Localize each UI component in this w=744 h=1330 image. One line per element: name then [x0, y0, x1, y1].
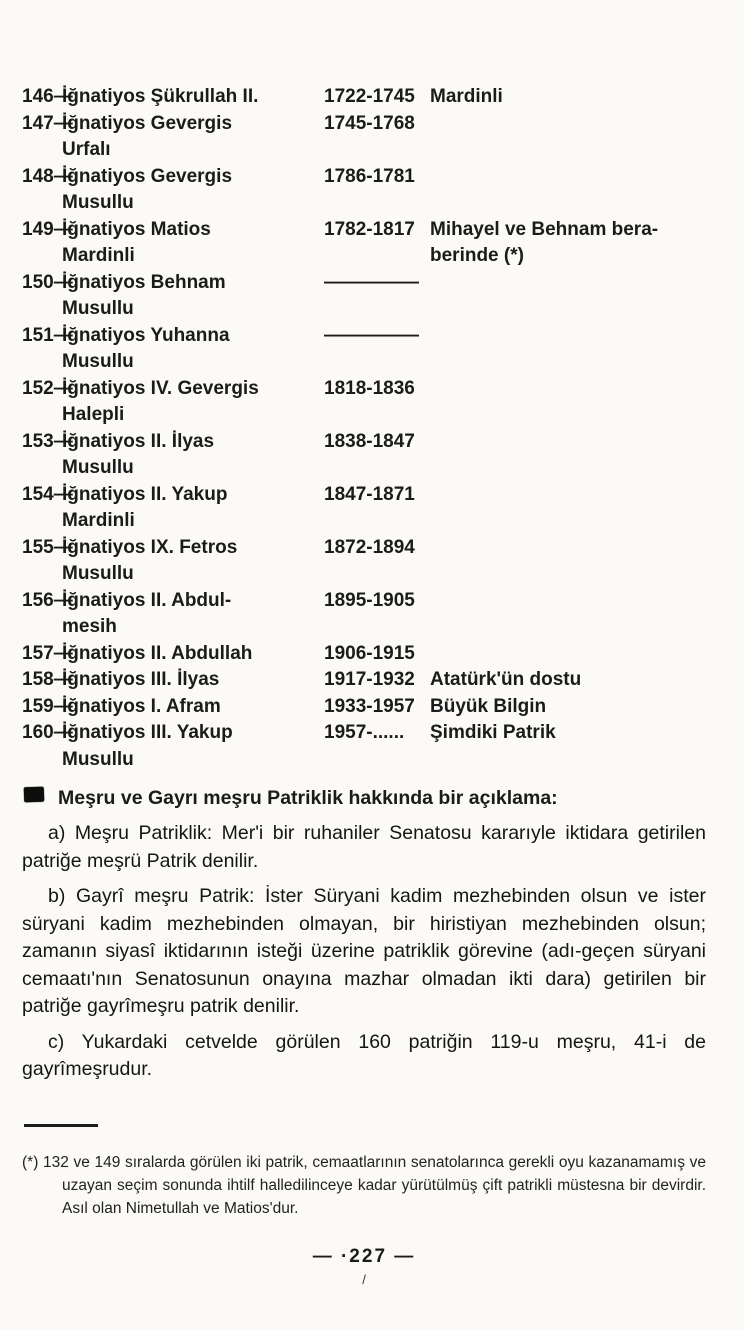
paragraph-a: a) Meşru Patriklik: Mer'i bir ruhaniler Senatosu kararıyle iktidara getirilen patriğe meşrü Patrik denilir.	[22, 822, 706, 872]
entry-dates: 1895-1905	[324, 589, 415, 611]
patriarch-origin: Halepli	[62, 404, 125, 425]
entry-note-line2: berinde (*)	[430, 245, 524, 266]
list-item	[22, 667, 706, 694]
patriarch-origin: Musullu	[62, 298, 134, 319]
patriarch-name-cell	[62, 535, 324, 588]
patriarch-name-cell	[62, 641, 324, 668]
entry-note-cell	[430, 111, 706, 164]
entry-dates: 1838-1847	[324, 430, 415, 452]
list-item	[22, 588, 706, 641]
patriarch-name: İğnatiyos III. Yakup	[62, 722, 233, 743]
patriarch-origin: Urfalı	[62, 139, 111, 160]
entry-dates: 1745-1768	[324, 112, 415, 134]
patriarch-origin: Mardinli	[62, 510, 135, 531]
patriarch-name: İğnatiyos IV. Gevergis	[62, 377, 259, 399]
patriarch-name: İğnatiyos III. İlyas	[62, 669, 220, 690]
entry-note: Mihayel ve Behnam bera-	[430, 218, 659, 240]
footnote-divider	[24, 1124, 98, 1127]
list-item	[22, 376, 706, 429]
section-heading: Meşru ve Gayrı meşru Patriklik hakkında bir açıklama:	[58, 787, 558, 809]
list-item	[22, 164, 706, 217]
entry-note-cell	[430, 720, 706, 773]
entry-dates: 1872-1894	[324, 536, 415, 558]
patriarch-name: İğnatiyos Şükrullah II.	[62, 86, 259, 107]
patriarch-name: İğnatiyos IX. Fetros	[62, 536, 238, 558]
entry-number: 152—	[22, 377, 73, 399]
entry-number: 155—	[22, 536, 73, 558]
patriarch-name: İğnatiyos II. İlyas	[62, 430, 215, 452]
list-item	[22, 111, 706, 164]
patriarch-origin: Mardinli	[62, 245, 135, 266]
section-heading-row	[22, 785, 706, 812]
entry-number: 158—	[22, 669, 73, 690]
patriarch-origin: Musullu	[62, 563, 134, 584]
page-number: — ·227 —	[312, 1245, 416, 1267]
patriarch-name: İğnatiyos II. Abdul-	[62, 589, 232, 611]
entry-number: 153—	[22, 430, 73, 452]
patriarch-name: İğnatiyos Matios	[62, 218, 211, 240]
paragraph-b: b) Gayrî meşru Patrik: İster Süryani kadim mezhebinden olsun ve ister süryani kadim mezhebinden olmayan, bir hiristiyan mezhebinden olsun; zamanın siyasî iktidarının isteği üzerine patriklik görevine (adı-geçen süryani cemaatı'nın Senatosunun onayına mazhar olmadan ikti dara) getirilen bir patriğe gayrîmeşru patrik denilir.	[22, 885, 706, 1017]
patriarch-origin: mesih	[62, 616, 117, 637]
entry-number: 157—	[22, 642, 73, 664]
entry-dates: 1957-......	[324, 722, 405, 743]
entry-note: Atatürk'ün dostu	[430, 669, 582, 690]
patriarch-name: İğnatiyos II. Yakup	[62, 483, 228, 505]
patriarch-name-cell	[62, 588, 324, 641]
entry-number: 146—	[22, 86, 73, 107]
patriarch-name: İğnatiyos Gevergis	[62, 165, 233, 187]
ink-blot-mark	[24, 787, 45, 803]
list-item	[22, 535, 706, 588]
entry-note-cell	[430, 429, 706, 482]
patriarch-name-cell	[62, 720, 324, 773]
page-artifact: /	[362, 1271, 366, 1287]
entry-note-cell	[430, 323, 706, 376]
patriarch-origin: Musullu	[62, 351, 134, 372]
entry-dates: 1847-1871	[324, 483, 415, 505]
entry-number: 150—	[22, 271, 73, 293]
entry-note-cell	[430, 641, 706, 668]
entry-dates: —————	[324, 271, 419, 293]
list-item	[22, 482, 706, 535]
patriarch-name-cell	[62, 270, 324, 323]
entry-number: 154—	[22, 483, 73, 505]
patriarch-origin: Musullu	[62, 192, 134, 213]
entry-dates: 1786-1781	[324, 165, 415, 187]
entry-number: 160—	[22, 722, 73, 743]
list-item	[22, 641, 706, 668]
patriarch-name-cell	[62, 217, 324, 270]
entry-number: 151—	[22, 324, 73, 346]
entry-note-cell	[430, 270, 706, 323]
entry-note-cell	[430, 164, 706, 217]
list-item	[22, 270, 706, 323]
list-item	[22, 429, 706, 482]
patriarch-name-cell	[62, 694, 324, 721]
entry-note-cell	[430, 535, 706, 588]
patriarch-name: İğnatiyos Yuhanna	[62, 324, 230, 346]
patriarch-name-cell	[62, 111, 324, 164]
patriarch-name-cell	[62, 323, 324, 376]
paragraph-c: c) Yukardaki cetvelde görülen 160 patriğin 119-u meşru, 41-i de gayrîmeşrudur.	[22, 1030, 706, 1080]
entry-note-cell	[430, 588, 706, 641]
footnote-text: (*) 132 ve 149 sıralarda görülen iki patrik, cemaatlarının senatolarınca gerekli oyu kazanamamış ve uzayan seçim sonunda ihtilf halledilinceye kadar yürütülmüş çift patrikli müstesna bir devirdir. Asıl olan Nimetullah ve Matios'dur.	[22, 1153, 706, 1217]
entry-number: 149—	[22, 218, 73, 240]
entry-note: Büyük Bilgin	[430, 695, 547, 717]
entry-number: 147—	[22, 112, 73, 134]
list-item	[22, 323, 706, 376]
patriarch-name: İğnatiyos I. Afram	[62, 695, 221, 717]
entry-note-cell	[430, 84, 706, 111]
entry-note-cell	[430, 694, 706, 721]
patriarch-name-cell	[62, 376, 324, 429]
entry-number: 156—	[22, 589, 73, 611]
entry-number: 159—	[22, 695, 73, 717]
entry-note-cell	[430, 376, 706, 429]
patriarch-name: İğnatiyos Gevergis	[62, 112, 233, 134]
entry-dates: —————	[324, 324, 419, 346]
patriarch-name-cell	[62, 667, 324, 694]
list-item	[22, 720, 706, 773]
patriarch-list	[22, 84, 706, 773]
entry-dates: 1917-1932	[324, 669, 415, 690]
patriarch-name-cell	[62, 164, 324, 217]
entry-number: 148—	[22, 165, 73, 187]
entry-dates: 1782-1817	[324, 218, 415, 240]
list-item	[22, 694, 706, 721]
patriarch-name: İğnatiyos II. Abdullah	[62, 642, 253, 664]
entry-dates: 1906-1915	[324, 642, 415, 664]
entry-dates: 1722-1745	[324, 86, 415, 107]
entry-note-cell	[430, 482, 706, 535]
entry-note-cell	[430, 667, 706, 694]
entry-note: Şimdiki Patrik	[430, 722, 556, 743]
patriarch-name-cell	[62, 429, 324, 482]
patriarch-name-cell	[62, 482, 324, 535]
patriarch-origin: Musullu	[62, 457, 134, 478]
entry-dates: 1818-1836	[324, 377, 415, 399]
patriarch-name: İğnatiyos Behnam	[62, 271, 226, 293]
entry-dates: 1933-1957	[324, 695, 415, 717]
patriarch-name-cell	[62, 84, 324, 111]
list-item	[22, 217, 706, 270]
entry-note: Mardinli	[430, 86, 503, 107]
patriarch-origin: Musullu	[62, 748, 134, 770]
entry-note-cell	[430, 217, 706, 270]
page-footer	[22, 1246, 706, 1287]
list-item	[22, 84, 706, 111]
